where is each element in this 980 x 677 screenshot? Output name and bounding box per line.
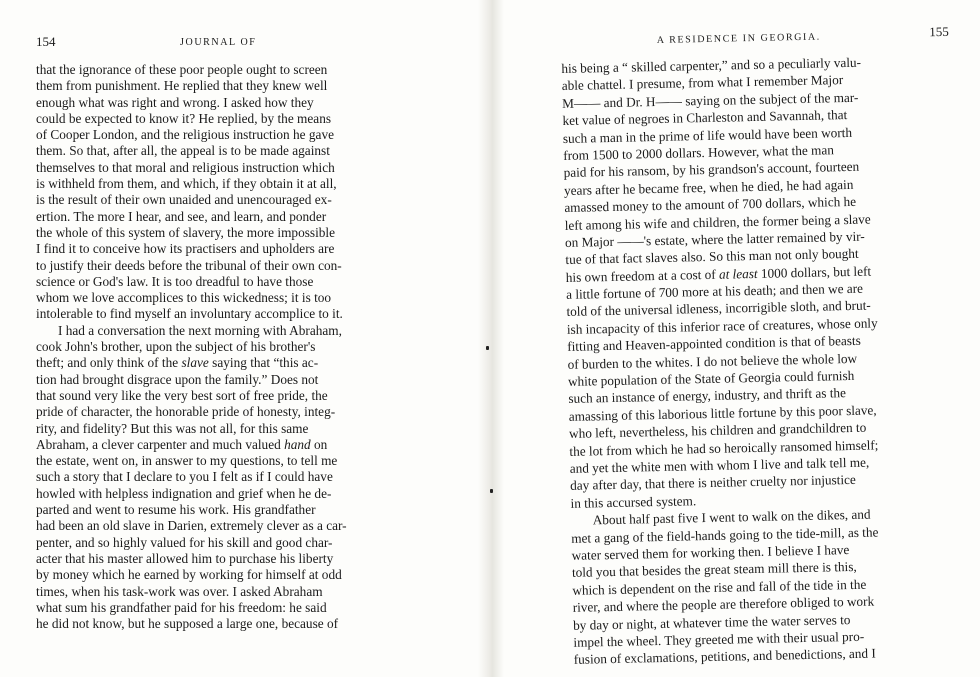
line-text: the lot from which he had so heroically ransomed himself;	[569, 437, 879, 459]
line-text: what sum his grandfather paid for his freedom: he said	[36, 599, 327, 615]
line-text: saying that “this ac-	[208, 355, 319, 371]
italic-text: slave	[181, 355, 209, 371]
line-text: paid for his ransom, by his grandson's account, fourteen	[563, 159, 860, 181]
left-text-line	[36, 225, 408, 241]
line-text: them. So that, after all, the appeal is to be made against	[36, 143, 330, 159]
left-text-line	[36, 551, 408, 567]
left-text-line	[36, 437, 408, 453]
line-text: penter, and so highly valued for his skill and good char-	[36, 534, 333, 550]
line-text: could be expected to know it? He replied, by the means	[36, 110, 332, 126]
line-text: About half past five I went to walk on the dikes, and	[592, 506, 871, 528]
line-text: such an instance of energy, industry, and thrift as the	[568, 385, 847, 407]
left-page	[36, 0, 408, 632]
line-text: his own freedom at a cost of	[565, 266, 720, 285]
right-header-title: A RESIDENCE IN GEORGIA.	[656, 31, 821, 46]
line-text: I had a conversation the next morning with Abraham,	[58, 322, 342, 338]
line-text: science or God's law. It is too dreadful to have those	[36, 273, 314, 289]
line-text: 1000 dollars, but left	[757, 263, 872, 281]
line-text: cook John's brother, upon the subject of his brother's	[36, 339, 316, 355]
line-text: parted and went to resume his work. His grandfather	[36, 502, 316, 518]
book-gutter	[478, 0, 504, 677]
left-text-line	[36, 192, 408, 208]
left-text-line	[36, 111, 408, 127]
line-text: told of the universal idleness, incorrigible sloth, and brut-	[566, 298, 871, 320]
line-text: of Cooper London, and the religious instruction he gave	[36, 127, 335, 143]
line-text: to justify their deeds before the tribunal of their own con-	[36, 257, 342, 273]
right-page-number: 155	[929, 23, 949, 40]
line-text: told you that besides the great steam mill there is this,	[571, 559, 857, 581]
line-text: he did not know, but he supposed a large one, because of	[36, 616, 339, 632]
left-text-line	[36, 241, 408, 257]
line-text: impel the wheel. They greeted me with their usual pro-	[573, 628, 865, 650]
line-text: I find it to conceive how its practisers and upholders are	[36, 241, 335, 257]
line-text: such a man in the prime of life would have been worth	[562, 124, 853, 146]
line-text: Abraham, a clever carpenter and much valued	[36, 436, 285, 452]
left-text-line	[36, 388, 408, 404]
left-text-line	[36, 143, 408, 159]
line-text: ertion. The more I hear, and see, and learn, and ponder	[36, 208, 327, 224]
line-text: fusion of exclamations, petitions, and benedictions, and I	[573, 645, 876, 668]
line-text: ish incapacity of this inferior race of creatures, whose only	[566, 315, 878, 337]
line-text: is withheld from them, and which, if they obtain it at all,	[36, 176, 337, 192]
line-text: that the ignorance of these poor people ought to screen	[36, 62, 328, 77]
line-text: times, when his task-work was over. I asked Abraham	[36, 583, 323, 599]
line-text: amassed money to the amount of 700 dollars, which he	[564, 193, 857, 216]
left-text-line	[36, 176, 408, 192]
left-text-line	[36, 209, 408, 225]
line-text: theft; and only think of the	[36, 355, 182, 371]
line-text: ket value of negroes in Charleston and Savannah, that	[562, 107, 848, 129]
line-text: river, and where the people are therefore obliged to work	[572, 593, 875, 615]
left-text-line	[36, 323, 408, 339]
line-text: enough what was right and wrong. I asked how they	[36, 94, 314, 110]
line-text: his being a “ skilled carpenter,” and so a peculiarly valu-	[561, 54, 862, 76]
line-text: water served them for working then. I believe I have	[571, 542, 850, 563]
line-text: able chattel. I presume, from what I remember Major	[561, 72, 844, 94]
line-text: met a gang of the field-hands going to the tide-mill, as the	[571, 523, 879, 546]
line-text: amassing of this laborious little fortune by this poor slave,	[568, 402, 877, 424]
line-text: white population of the State of Georgia could furnish	[567, 367, 855, 389]
line-text: day after day, that there is neither cruelty nor injustice	[570, 472, 856, 494]
left-text-line	[36, 355, 408, 371]
line-text: them from punishment. He replied that they knew well	[36, 78, 328, 94]
left-page-number: 154	[36, 34, 56, 49]
left-text-line	[36, 600, 408, 616]
left-text-line	[36, 290, 408, 306]
line-text: left among his wife and children, the former being a slave	[564, 211, 871, 233]
left-text-line	[36, 339, 408, 355]
line-text: tion had brought disgrace upon the family.” Does not	[36, 371, 319, 387]
line-text: fitting and Heaven-appointed condition is that of beasts	[567, 333, 861, 355]
left-text-line	[36, 306, 408, 322]
italic-text: at least	[718, 265, 758, 282]
line-text: tue of that fact slaves also. So this man not only bought	[565, 246, 859, 268]
scan-speck	[486, 346, 489, 350]
line-text: on	[310, 436, 328, 452]
line-text: a little fortune of 700 more at his death; and then we are	[566, 280, 864, 303]
line-text: from 1500 to 2000 dollars. However, what the man	[563, 142, 834, 163]
left-text-line	[36, 421, 408, 437]
left-text-line	[36, 78, 408, 94]
line-text: by money which he earned by working for himself at odd	[36, 567, 342, 583]
line-text: M—— and Dr. H—— saying on the subject of the mar-	[562, 89, 859, 111]
scan-speck	[490, 489, 493, 493]
left-text-line	[36, 616, 408, 632]
left-header-title: JOURNAL OF	[180, 37, 257, 48]
line-text: and yet the white men with whom I live and talk tell me,	[569, 454, 870, 476]
left-text-line	[36, 486, 408, 502]
line-text: rity, and fidelity? But this was not all, for this same	[36, 420, 309, 436]
line-text: such a story that I declare to you I felt as if I could have	[36, 469, 333, 485]
right-page	[560, 0, 962, 669]
left-text-line	[36, 469, 408, 485]
italic-text: hand	[284, 436, 311, 452]
left-text-line	[36, 518, 408, 534]
line-text: on Major ——'s estate, where the latter remained by vir-	[564, 228, 865, 250]
left-text-line	[36, 62, 408, 78]
left-text-line	[36, 160, 408, 176]
line-text: who left, nevertheless, his children and grandchildren to	[568, 419, 867, 442]
left-text-line	[36, 274, 408, 290]
left-text-line	[36, 502, 408, 518]
left-text-line	[36, 404, 408, 420]
left-text-line	[36, 258, 408, 274]
left-text-line	[36, 567, 408, 583]
line-text: pride of character, the honorable pride of honesty, integ-	[36, 404, 336, 420]
line-text: is the result of their own unaided and unencouraged ex-	[36, 192, 332, 208]
line-text: whom we love accomplices to this wickedness; it is too	[36, 290, 332, 306]
line-text: howled with helpless indignation and grief when he de-	[36, 485, 332, 501]
line-text: years after he became free, when he died, he had again	[563, 176, 854, 198]
line-text: intolerable to find myself an involuntary accomplice to it.	[36, 306, 343, 322]
line-text: the estate, went on, in answer to my questions, to tell me	[36, 453, 338, 469]
right-page-text	[561, 52, 962, 669]
left-text-line	[36, 584, 408, 600]
left-text-line	[36, 127, 408, 143]
line-text: acter that his master allowed him to purchase his liberty	[36, 550, 334, 566]
line-text: of burden to the whites. I do not believe the whole low	[567, 350, 858, 372]
left-running-head	[36, 34, 408, 50]
line-text: that sound very like the very best sort of free pride, the	[36, 387, 328, 403]
left-text-line	[36, 535, 408, 551]
left-text-line	[36, 453, 408, 469]
left-page-text	[36, 62, 408, 632]
line-text: which is dependent on the rise and fall of the tide in the	[572, 576, 867, 598]
line-text: themselves to that moral and religious instruction which	[36, 159, 335, 175]
right-running-head	[561, 23, 949, 50]
line-text: in this accursed system.	[570, 493, 697, 511]
line-text: had been an old slave in Darien, extremely clever as a car-	[36, 518, 347, 534]
left-text-line	[36, 95, 408, 111]
left-text-line	[36, 372, 408, 388]
line-text: the whole of this system of slavery, the more impossible	[36, 224, 336, 240]
line-text: by day or night, at whatever time the water serves to	[572, 611, 851, 633]
